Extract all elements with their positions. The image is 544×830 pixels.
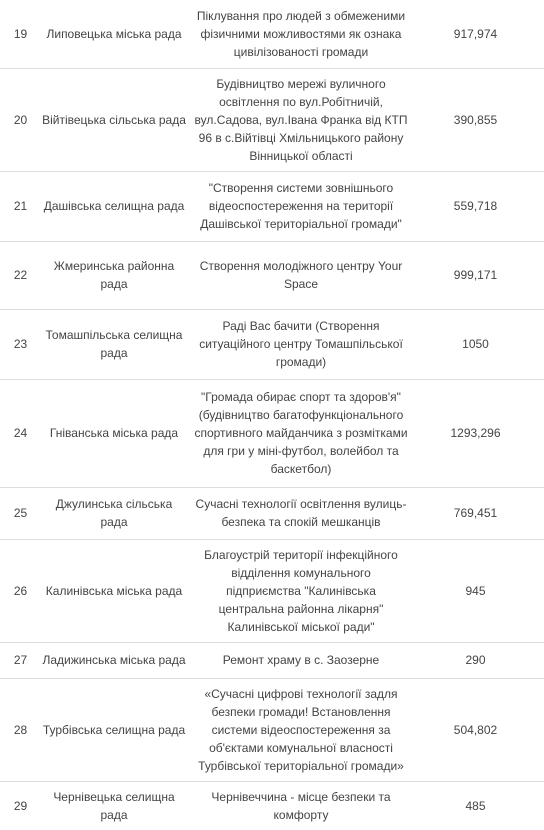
amount: 945: [412, 539, 544, 642]
amount: 290: [412, 642, 544, 678]
table-row: [0, 487, 544, 539]
project-name: Сучасні технології освітлення вулиць- безпека та спокій мешканців: [190, 487, 412, 539]
council-name: Турбівська селищна рада: [38, 678, 190, 781]
table-row: [0, 539, 544, 642]
council-name: Дашівська селищна рада: [38, 171, 190, 241]
council-name: Джулинська сільська рада: [38, 487, 190, 539]
table-row: [0, 0, 544, 68]
project-name: Благоустрій території інфекційного відділення комунального підприємства "Калинівська центральна районна лікарня" Калинівської міської ради": [190, 539, 412, 642]
project-name: "Створення системи зовнішнього відеоспостереження на території Дашівської територіальної громади": [190, 171, 412, 241]
project-name: "Громада обирає спорт та здоров'я" (будівництво багатофункціонального спортивного майданчика з розмітками для гри у міні-футбол, волейбол та баскетбол): [190, 379, 412, 487]
amount: 1293,296: [412, 379, 544, 487]
amount: 390,855: [412, 68, 544, 171]
table-row: [0, 642, 544, 678]
row-number: 23: [0, 309, 38, 379]
amount: 999,171: [412, 241, 544, 309]
amount: 504,802: [412, 678, 544, 781]
row-number: 29: [13, 798, 28, 813]
row-number: 20: [0, 68, 38, 171]
amount: 769,451: [412, 487, 544, 539]
row-number: 22: [0, 241, 38, 309]
row-number: 21: [0, 171, 38, 241]
table-row: [0, 678, 544, 781]
amount: 485: [465, 798, 486, 813]
council-name: Гніванська міська рада: [38, 379, 190, 487]
row-number: 26: [0, 539, 38, 642]
project-name: Раді Вас бачити (Створення ситуаційного центру Томашпільської громади): [190, 309, 412, 379]
row-number: 27: [0, 642, 38, 678]
table-row: [0, 171, 544, 241]
amount: 917,974: [412, 0, 544, 68]
row-number: 24: [0, 379, 38, 487]
project-name: Ремонт храму в с. Заозерне: [190, 642, 412, 678]
table-row: [0, 241, 544, 309]
council-name: Липовецька міська рада: [38, 0, 190, 68]
row-number: 19: [0, 0, 38, 68]
table-row: [0, 68, 544, 171]
council-name: Томашпільська селищна рада: [38, 309, 190, 379]
row-number: 28: [0, 678, 38, 781]
amount: 559,718: [412, 171, 544, 241]
council-name: Калинівська міська рада: [38, 539, 190, 642]
amount: 1050: [412, 309, 544, 379]
table-row: [0, 781, 544, 830]
council-name: Чернівецька селищна рада: [53, 789, 175, 822]
project-name: «Сучасні цифрові технології задля безпеки громади! Встановлення системи відеоспостереження за об'єктами комунальної власності Турбівської територіальної громади»: [190, 678, 412, 781]
table-row: [0, 309, 544, 379]
row-number: 25: [0, 487, 38, 539]
project-name: Створення молодіжного центру Your Space: [190, 241, 412, 309]
council-name: Війтівецька сільська рада: [38, 68, 190, 171]
council-name: Ладижинська міська рада: [38, 642, 190, 678]
table-row: [0, 379, 544, 487]
project-name: Будівництво мережі вуличного освітлення по вул.Робітничій, вул.Садова, вул.Івана Франка від КТП 96 в с.Війтівці Хмільницького району Вінницької області: [190, 68, 412, 171]
project-name: Піклування про людей з обмеженими фізичними можливостями як ознака цивілізованості громади: [190, 0, 412, 68]
council-name: Жмеринська районна рада: [38, 241, 190, 309]
project-name: Чернівеччина - місце безпеки та комфорту: [211, 789, 391, 822]
